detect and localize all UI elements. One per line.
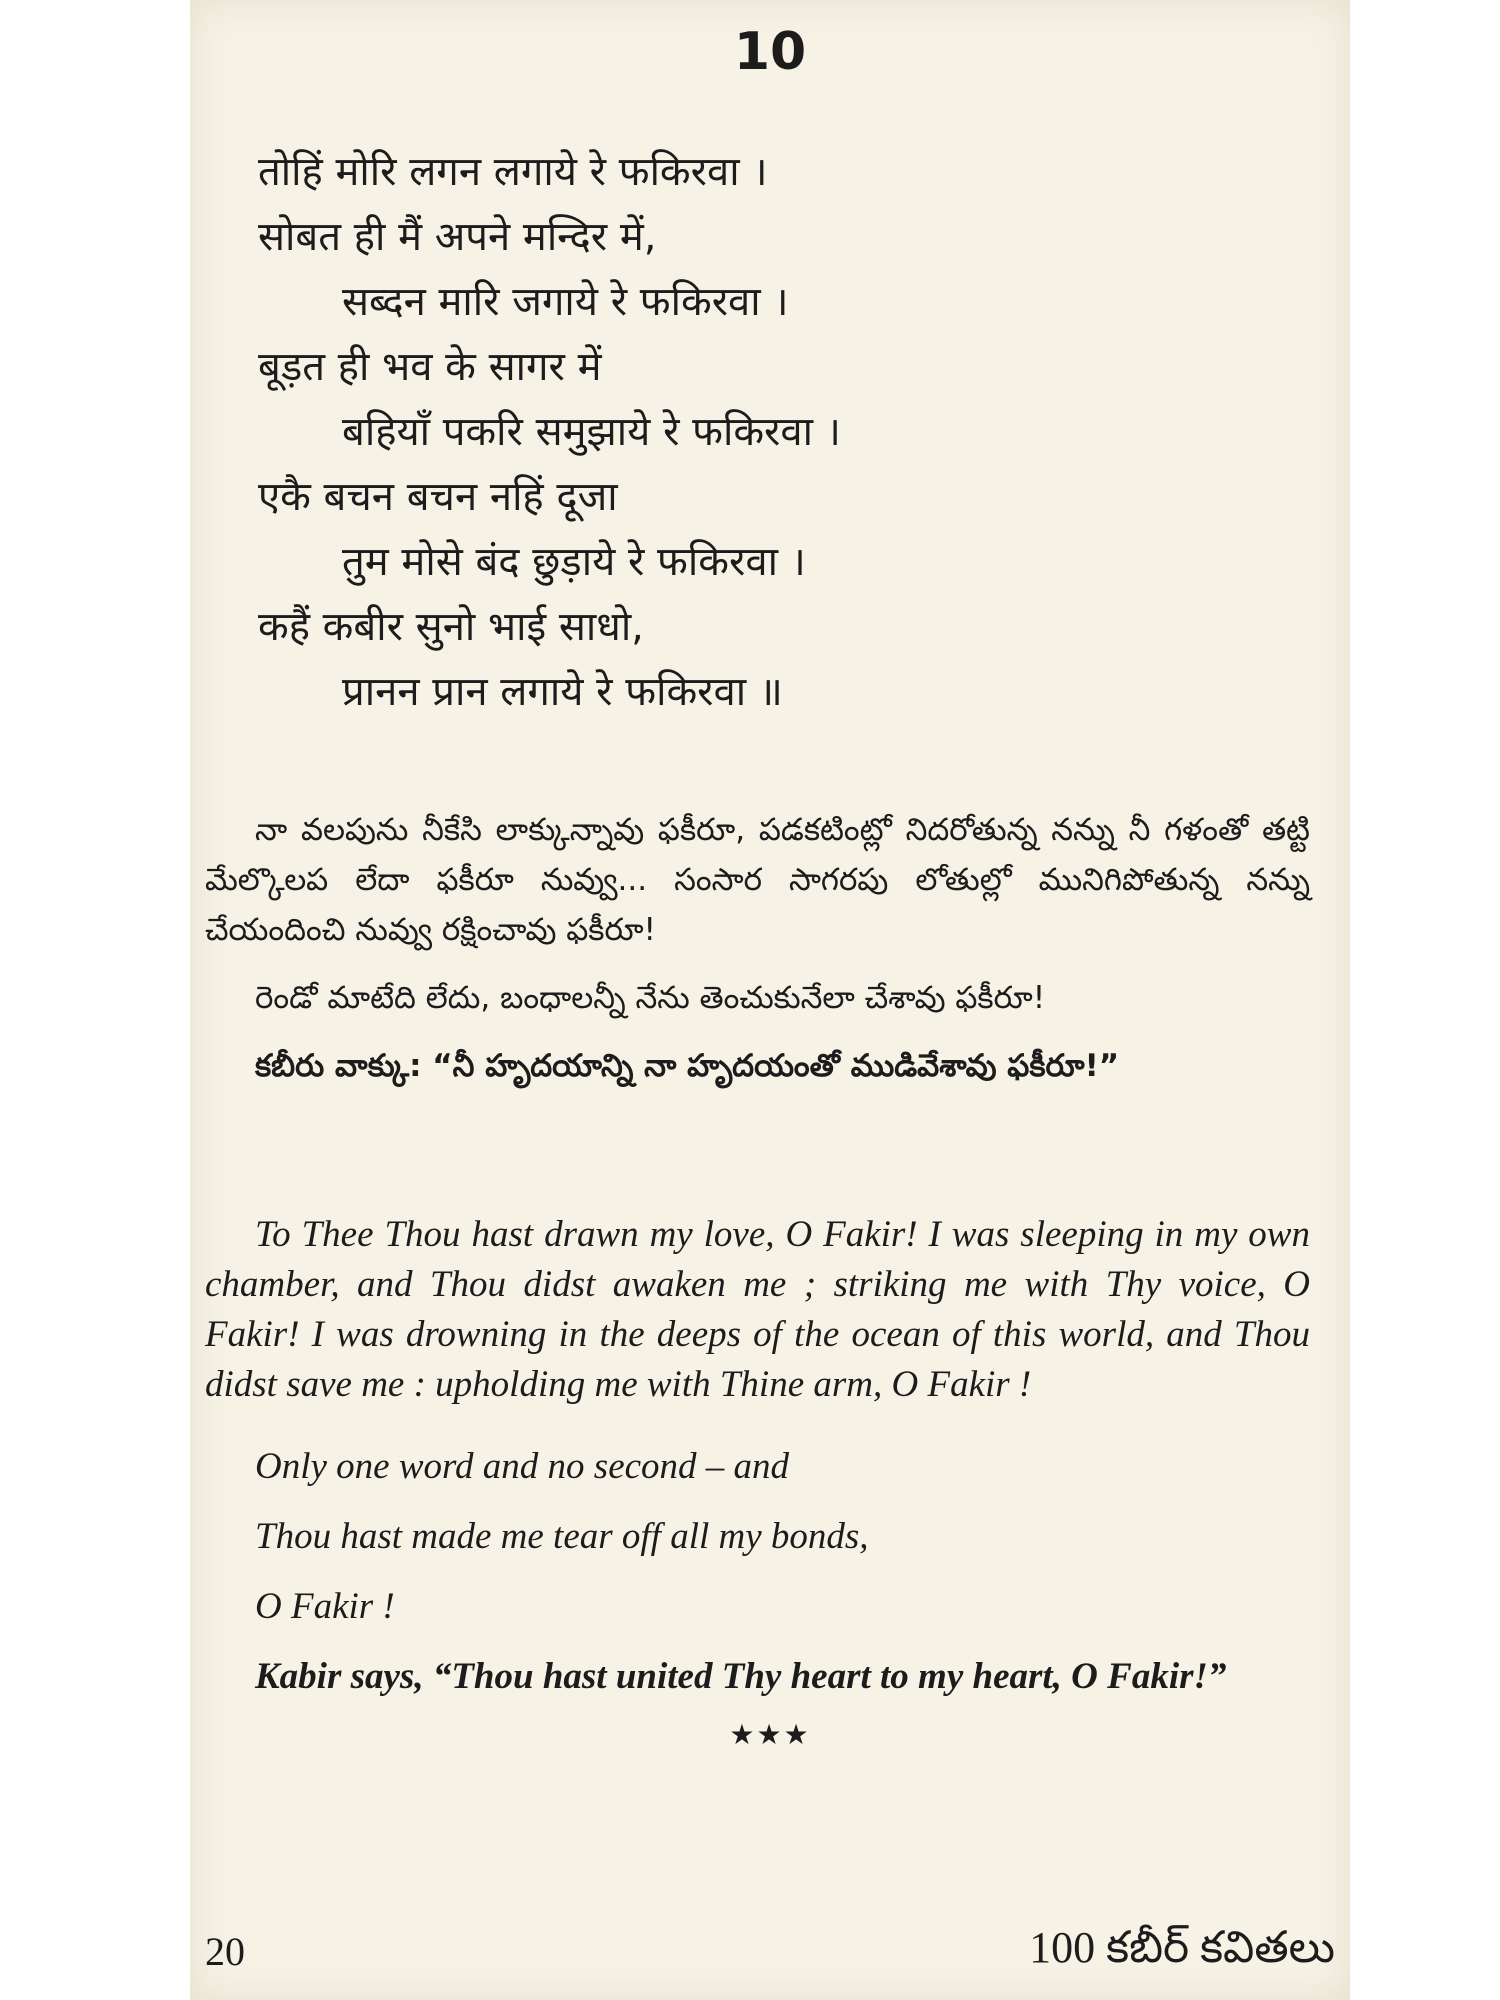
english-translation [205,1210,1310,1712]
hindi-line: कहैं कबीर सुनो भाई साधो, [258,604,644,650]
english-paragraph: To Thee Thou hast drawn my love, O Fakir! I was sleeping in my own chamber, and Thou didst awaken me ; striking me with Thy voice, O Fakir! I was drowning in the deeps of the ocean of this world, and Thou didst save me : upholding me with Thine arm, O Fakir ! [205,1214,1310,1405]
hindi-line: बूड़त ही भव के सागर में [258,344,602,390]
hindi-line: बहियाँ पकरि समुझाये रे फकिरवा । [342,409,841,455]
hindi-line: तोहिं मोरि लगन लगाये रे फकिरवा । [258,149,768,195]
telugu-kabir-quote: కబీరు వాక్కు: “నీ హృదయాన్ని నా హృదయంతో ముడివేశావు ఫకీరూ!” [255,1048,1120,1084]
book-title-footer: 100 కబీర్ కవితలు [1029,1923,1335,1972]
english-line: O Fakir ! [255,1586,395,1627]
hindi-verse [258,140,1298,725]
poem-number: 10 [733,22,807,82]
hindi-line: तुम मोसे बंद छुड़ाये रे फकिरवा । [342,539,806,585]
hindi-line: एकै बचन बचन नहिं दूजा [258,474,618,520]
hindi-line: प्रानन प्रान लगाये रे फकिरवा ॥ [342,669,783,715]
english-line: Thou hast made me tear off all my bonds, [255,1516,869,1557]
page-number: 20 [205,1929,245,1974]
telugu-translation [205,805,1310,1109]
kabir-says-line: Kabir says, “Thou hast united Thy heart to my heart, O Fakir!” [255,1656,1227,1697]
telugu-paragraph: రెండో మాటేది లేదు, బంధాలన్నీ నేను తెంచుకునేలా చేశావు ఫకీరూ! [255,980,1046,1016]
section-separator: ★★★ [729,1718,811,1751]
english-line: Only one word and no second – and [255,1446,790,1487]
hindi-line: सब्दन मारि जगाये रे फकिरवा । [342,279,789,325]
hindi-line: सोबत ही मैं अपने मन्दिर में, [258,214,657,260]
book-page [190,0,1350,2000]
telugu-paragraph: నా వలపును నీకేసి లాక్కున్నావు ఫకీరూ, పడకటింట్లో నిదరోతున్న నన్ను నీ గళంతో తట్టి మేల్కొలప లేదా ఫకీరూ నువ్వు... సంసార సాగరపు లోతుల్లో మునిగిపోతున్న నన్ను చేయందించి నువ్వు రక్షించావు ఫకీరూ! [205,812,1310,948]
